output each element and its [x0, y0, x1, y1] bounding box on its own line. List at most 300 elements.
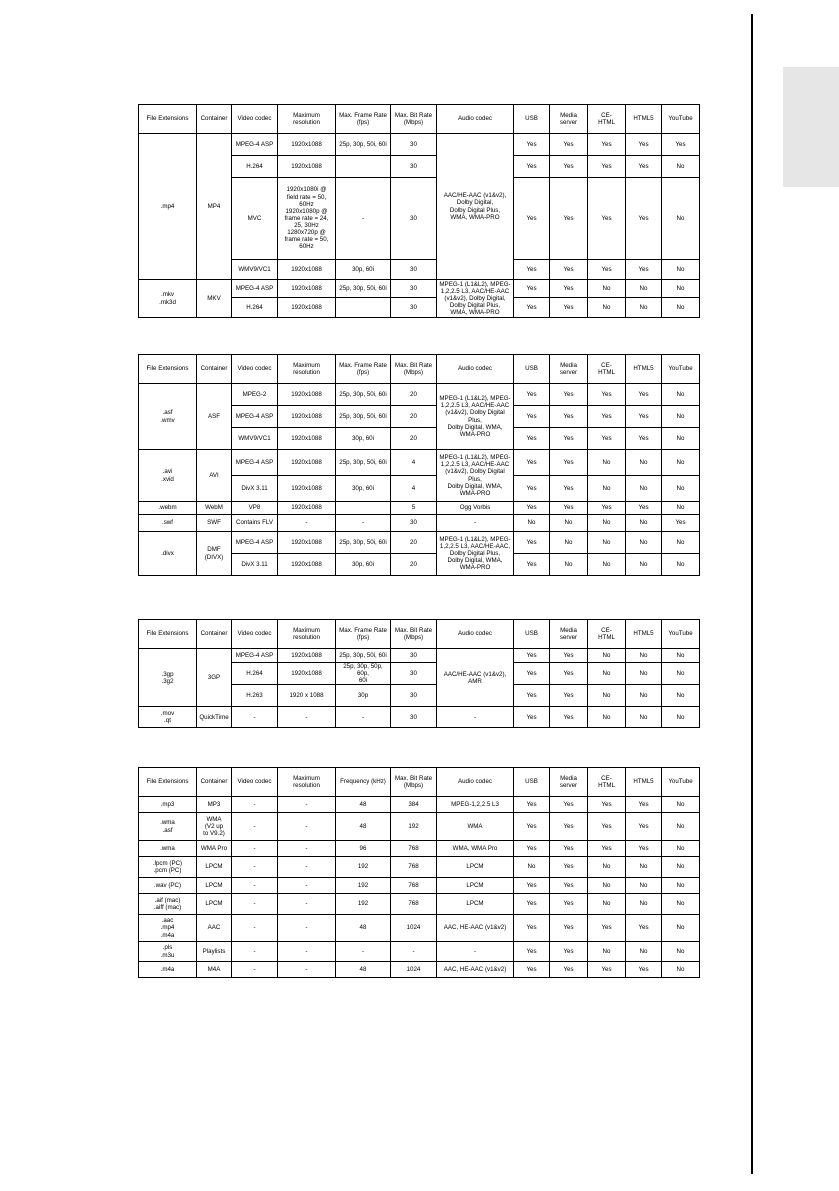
html5-cell: No	[626, 515, 662, 532]
youtube-cell: No	[662, 476, 700, 502]
audio-codec-cell: MPEG-1 (L1&L2), MPEG- 1,2,2.5 L3, AAC/HE-AAC (v1&v2), Dolby Digital, Dolby Digital Plus, WMA, WMA-PRO	[437, 280, 514, 318]
container-cell: MKV	[197, 280, 232, 318]
bitrate-cell: 768	[391, 841, 437, 857]
media-server-cell: Yes	[550, 915, 588, 942]
resolution-cell: 1920x1088	[278, 554, 336, 576]
usb-cell: Yes	[514, 813, 550, 841]
frequency-cell: -	[336, 942, 391, 962]
header-cell: Maximum resolution	[278, 620, 336, 649]
youtube-cell: No	[662, 178, 700, 260]
ce-html-cell: No	[588, 298, 626, 318]
header-cell: Audio codec	[437, 768, 514, 797]
header-cell: Max. Frame Rate (fps)	[336, 105, 391, 134]
youtube-cell: Yes	[662, 515, 700, 532]
codec-cell: MPEG-4 ASP	[232, 649, 278, 663]
codec-cell: MPEG-4 ASP	[232, 134, 278, 156]
page-side-rule	[751, 14, 753, 1174]
table-row	[139, 962, 700, 978]
resolution-cell: -	[278, 707, 336, 728]
audio-codec-cell: WMA, WMA Pro	[437, 841, 514, 857]
codec-cell: MPEG-4 ASP	[232, 280, 278, 298]
media-server-cell: Yes	[550, 502, 588, 515]
usb-cell: Yes	[514, 156, 550, 178]
table-header-row	[139, 355, 700, 384]
ce-html-cell: No	[588, 685, 626, 707]
codec-cell: H.264	[232, 298, 278, 318]
youtube-cell: No	[662, 685, 700, 707]
fps-cell: 25p, 30p, 50i, 60i	[336, 649, 391, 663]
resolution-cell: 1920x1088	[278, 260, 336, 280]
youtube-cell: No	[662, 384, 700, 406]
html5-cell: No	[626, 450, 662, 476]
fps-cell: 25p, 30p, 50i, 60i	[336, 280, 391, 298]
container-cell: AAC	[197, 915, 232, 942]
youtube-cell: No	[662, 962, 700, 978]
extension-cell: .mov .qt	[139, 707, 197, 728]
table-row	[139, 813, 700, 841]
resolution-cell: 1920x1088	[278, 156, 336, 178]
bitrate-cell: 768	[391, 878, 437, 894]
header-cell: File Extensions	[139, 355, 197, 384]
bitrate-cell: 30	[391, 515, 437, 532]
codec-cell: WMV9/VC1	[232, 260, 278, 280]
table-row	[139, 894, 700, 915]
html5-cell: No	[626, 685, 662, 707]
html5-cell: No	[626, 663, 662, 685]
header-cell: Max. Frame Rate (fps)	[336, 620, 391, 649]
header-cell: Max. Frame Rate (fps)	[336, 355, 391, 384]
header-cell: Media server	[550, 105, 588, 134]
bitrate-cell: 30	[391, 298, 437, 318]
media-server-cell: Yes	[550, 476, 588, 502]
codec-cell: -	[232, 942, 278, 962]
fps-cell: 30p, 60i	[336, 554, 391, 576]
header-cell: YouTube	[662, 105, 700, 134]
table-row	[139, 280, 700, 298]
youtube-cell: No	[662, 797, 700, 813]
audio-codec-cell: MPEG-1 (L1&L2), MPEG- 1,2,2.5 L3, AAC/HE-AAC (v1&v2), Dolby Digital Plus, Dolby Digital, WMA, WMA-PRO	[437, 384, 514, 450]
youtube-cell: No	[662, 663, 700, 685]
header-cell: Max. Bit Rate (Mbps)	[391, 768, 437, 797]
codec-cell: Contains FLV	[232, 515, 278, 532]
header-cell: Container	[197, 620, 232, 649]
container-cell: 3GP	[197, 649, 232, 707]
usb-cell: Yes	[514, 428, 550, 450]
youtube-cell: No	[662, 915, 700, 942]
fps-cell: 30p, 60i	[336, 260, 391, 280]
usb-cell: Yes	[514, 841, 550, 857]
header-cell: Media server	[550, 355, 588, 384]
usb-cell: Yes	[514, 476, 550, 502]
media-server-cell: Yes	[550, 298, 588, 318]
header-cell: CE- HTML	[588, 768, 626, 797]
frequency-cell: 192	[336, 857, 391, 878]
fps-cell	[336, 298, 391, 318]
media-server-cell: No	[550, 554, 588, 576]
header-cell: Container	[197, 355, 232, 384]
video-format-table-1	[138, 104, 700, 318]
usb-cell: Yes	[514, 685, 550, 707]
audio-codec-cell: AAC, HE-AAC (v1&v2)	[437, 962, 514, 978]
html5-cell: No	[626, 649, 662, 663]
bitrate-cell: 1024	[391, 915, 437, 942]
table-row	[139, 450, 700, 476]
fps-cell	[336, 502, 391, 515]
audio-codec-cell: AAC, HE-AAC (v1&v2)	[437, 915, 514, 942]
audio-codec-cell: -	[437, 707, 514, 728]
ce-html-cell: Yes	[588, 915, 626, 942]
ce-html-cell: No	[588, 280, 626, 298]
audio-codec-cell: WMA	[437, 813, 514, 841]
table-row	[139, 384, 700, 406]
frequency-cell: 48	[336, 813, 391, 841]
fps-cell: -	[336, 515, 391, 532]
audio-codec-cell: MPEG-1,2,2.5 L3	[437, 797, 514, 813]
media-server-cell: Yes	[550, 707, 588, 728]
html5-cell: Yes	[626, 428, 662, 450]
header-cell: Media server	[550, 768, 588, 797]
media-server-cell: Yes	[550, 685, 588, 707]
youtube-cell: No	[662, 813, 700, 841]
ce-html-cell: No	[588, 663, 626, 685]
usb-cell: Yes	[514, 707, 550, 728]
media-server-cell: Yes	[550, 178, 588, 260]
resolution-cell: -	[278, 894, 336, 915]
frequency-cell: 48	[336, 962, 391, 978]
usb-cell: Yes	[514, 450, 550, 476]
bitrate-cell: 30	[391, 685, 437, 707]
header-cell: YouTube	[662, 620, 700, 649]
fps-cell: 30p, 60i	[336, 428, 391, 450]
ce-html-cell: Yes	[588, 178, 626, 260]
header-cell: File Extensions	[139, 105, 197, 134]
media-server-cell: No	[550, 515, 588, 532]
extension-cell: .asf .wmv	[139, 384, 197, 450]
table-header-row	[139, 768, 700, 797]
fps-cell: 25p, 30p, 50i, 60i	[336, 384, 391, 406]
codec-cell: -	[232, 962, 278, 978]
table-row	[139, 134, 700, 156]
extension-cell: .m4a	[139, 962, 197, 978]
usb-cell: Yes	[514, 915, 550, 942]
html5-cell: Yes	[626, 406, 662, 428]
bitrate-cell: 20	[391, 406, 437, 428]
youtube-cell: No	[662, 878, 700, 894]
codec-cell: VP8	[232, 502, 278, 515]
html5-cell: Yes	[626, 156, 662, 178]
resolution-cell: 1920x1088	[278, 502, 336, 515]
header-cell: USB	[514, 105, 550, 134]
extension-cell: .wma .asf	[139, 813, 197, 841]
ce-html-cell: No	[588, 532, 626, 554]
container-cell: MP4	[197, 134, 232, 280]
media-server-cell: Yes	[550, 156, 588, 178]
audio-format-table	[138, 767, 700, 978]
codec-cell: MVC	[232, 178, 278, 260]
bitrate-cell: 20	[391, 428, 437, 450]
container-cell: AVI	[197, 450, 232, 502]
media-server-cell: Yes	[550, 134, 588, 156]
ce-html-cell: No	[588, 476, 626, 502]
audio-codec-cell: -	[437, 942, 514, 962]
youtube-cell: No	[662, 532, 700, 554]
ce-html-cell: Yes	[588, 962, 626, 978]
codec-cell: -	[232, 857, 278, 878]
ce-html-cell: Yes	[588, 841, 626, 857]
ce-html-cell: No	[588, 554, 626, 576]
html5-cell: Yes	[626, 384, 662, 406]
html5-cell: Yes	[626, 134, 662, 156]
youtube-cell: No	[662, 554, 700, 576]
header-cell: Audio codec	[437, 355, 514, 384]
codec-cell: -	[232, 915, 278, 942]
bitrate-cell: 30	[391, 707, 437, 728]
audio-codec-cell: -	[437, 515, 514, 532]
codec-cell: -	[232, 841, 278, 857]
resolution-cell: 1920x1088	[278, 649, 336, 663]
usb-cell: Yes	[514, 298, 550, 318]
ce-html-cell: Yes	[588, 406, 626, 428]
ce-html-cell: No	[588, 894, 626, 915]
codec-cell: MPEG-4 ASP	[232, 532, 278, 554]
youtube-cell: No	[662, 894, 700, 915]
html5-cell: Yes	[626, 797, 662, 813]
html5-cell: Yes	[626, 813, 662, 841]
media-server-cell: Yes	[550, 428, 588, 450]
html5-cell: Yes	[626, 260, 662, 280]
usb-cell: Yes	[514, 178, 550, 260]
table-row	[139, 942, 700, 962]
extension-cell: .avi .xvid	[139, 450, 197, 502]
resolution-cell: 1920x1088	[278, 476, 336, 502]
usb-cell: Yes	[514, 663, 550, 685]
header-cell: File Extensions	[139, 768, 197, 797]
ce-html-cell: No	[588, 878, 626, 894]
youtube-cell: No	[662, 428, 700, 450]
fps-cell: 25p, 30p, 50i, 60i	[336, 406, 391, 428]
resolution-cell: 1920x1088	[278, 384, 336, 406]
resolution-cell: 1920x1088	[278, 428, 336, 450]
bitrate-cell: 768	[391, 894, 437, 915]
extension-cell: .wma	[139, 841, 197, 857]
codec-cell: -	[232, 878, 278, 894]
usb-cell: Yes	[514, 797, 550, 813]
audio-codec-cell: LPCM	[437, 878, 514, 894]
ce-html-cell: No	[588, 649, 626, 663]
html5-cell: No	[626, 894, 662, 915]
header-cell: HTML5	[626, 355, 662, 384]
resolution-cell: 1920x1088	[278, 532, 336, 554]
extension-cell: .swf	[139, 515, 197, 532]
html5-cell: No	[626, 942, 662, 962]
table-row	[139, 857, 700, 878]
media-server-cell: Yes	[550, 857, 588, 878]
resolution-cell: 1920x1088	[278, 450, 336, 476]
fps-cell: 30p	[336, 685, 391, 707]
bitrate-cell: 192	[391, 813, 437, 841]
bitrate-cell: 1024	[391, 962, 437, 978]
fps-cell	[336, 156, 391, 178]
resolution-cell: -	[278, 962, 336, 978]
html5-cell: Yes	[626, 178, 662, 260]
html5-cell: Yes	[626, 502, 662, 515]
table-row	[139, 532, 700, 554]
header-cell: Max. Bit Rate (Mbps)	[391, 355, 437, 384]
usb-cell: Yes	[514, 384, 550, 406]
header-cell: Video codec	[232, 768, 278, 797]
header-cell: Maximum resolution	[278, 768, 336, 797]
html5-cell: No	[626, 857, 662, 878]
frequency-cell: 48	[336, 797, 391, 813]
codec-cell: H.264	[232, 663, 278, 685]
media-server-cell: Yes	[550, 384, 588, 406]
header-cell: YouTube	[662, 355, 700, 384]
table-header-row	[139, 105, 700, 134]
youtube-cell: No	[662, 841, 700, 857]
bitrate-cell: 30	[391, 280, 437, 298]
header-cell: CE- HTML	[588, 355, 626, 384]
youtube-cell: No	[662, 406, 700, 428]
ce-html-cell: Yes	[588, 156, 626, 178]
extension-cell: .webm	[139, 502, 197, 515]
usb-cell: Yes	[514, 502, 550, 515]
bitrate-cell: 4	[391, 450, 437, 476]
usb-cell: Yes	[514, 554, 550, 576]
usb-cell: Yes	[514, 894, 550, 915]
table-row	[139, 649, 700, 663]
header-cell: Max. Bit Rate (Mbps)	[391, 105, 437, 134]
resolution-cell: 1920x1080i @ field rate = 50, 60Hz 1920x1080p @ frame rate = 24, 25, 30Hz 1280x720p @ frame rate = 50, 60Hz	[278, 178, 336, 260]
codec-cell: H.263	[232, 685, 278, 707]
bitrate-cell: 20	[391, 532, 437, 554]
chapter-side-tab	[783, 67, 839, 187]
ce-html-cell: No	[588, 515, 626, 532]
extension-cell: .wav (PC)	[139, 878, 197, 894]
header-cell: CE- HTML	[588, 105, 626, 134]
html5-cell: No	[626, 298, 662, 318]
codec-cell: MPEG-4 ASP	[232, 406, 278, 428]
frequency-cell: 192	[336, 878, 391, 894]
container-cell: LPCM	[197, 857, 232, 878]
header-cell: USB	[514, 355, 550, 384]
ce-html-cell: Yes	[588, 260, 626, 280]
container-cell: SWF	[197, 515, 232, 532]
usb-cell: Yes	[514, 280, 550, 298]
resolution-cell: 1920x1088	[278, 280, 336, 298]
audio-codec-cell: AAC/HE-AAC (v1&v2), Dolby Digital, Dolby Digital Plus, WMA, WMA-PRO	[437, 134, 514, 280]
bitrate-cell: 20	[391, 384, 437, 406]
table-row	[139, 841, 700, 857]
fps-cell: 25p, 30p, 50i, 60i	[336, 532, 391, 554]
container-cell: WebM	[197, 502, 232, 515]
ce-html-cell: Yes	[588, 134, 626, 156]
ce-html-cell: No	[588, 942, 626, 962]
header-cell: CE- HTML	[588, 620, 626, 649]
resolution-cell: -	[278, 515, 336, 532]
bitrate-cell: 30	[391, 649, 437, 663]
usb-cell: No	[514, 515, 550, 532]
bitrate-cell: 4	[391, 476, 437, 502]
resolution-cell: -	[278, 942, 336, 962]
youtube-cell: No	[662, 857, 700, 878]
youtube-cell: No	[662, 942, 700, 962]
resolution-cell: -	[278, 797, 336, 813]
media-server-cell: Yes	[550, 942, 588, 962]
youtube-cell: No	[662, 707, 700, 728]
codec-cell: H.264	[232, 156, 278, 178]
media-server-cell: Yes	[550, 406, 588, 428]
usb-cell: Yes	[514, 406, 550, 428]
header-cell: HTML5	[626, 620, 662, 649]
audio-codec-cell: MPEG-1 (L1&L2), MPEG- 1,2,2.5 L3, AAC/HE-AAC, Dolby Digital Plus, Dolby Digital, WMA, WMA-PRO	[437, 532, 514, 576]
media-server-cell: Yes	[550, 878, 588, 894]
codec-cell: DivX 3.11	[232, 476, 278, 502]
container-cell: QuickTime	[197, 707, 232, 728]
ce-html-cell: No	[588, 857, 626, 878]
frequency-cell: 48	[336, 915, 391, 942]
audio-codec-cell: Ogg Vorbis	[437, 502, 514, 515]
usb-cell: Yes	[514, 878, 550, 894]
codec-cell: -	[232, 813, 278, 841]
table-row	[139, 878, 700, 894]
resolution-cell: 1920 x 1088	[278, 685, 336, 707]
ce-html-cell: Yes	[588, 428, 626, 450]
codec-cell: -	[232, 797, 278, 813]
header-cell: Container	[197, 768, 232, 797]
header-cell: Audio codec	[437, 620, 514, 649]
resolution-cell: -	[278, 857, 336, 878]
header-cell: Media server	[550, 620, 588, 649]
extension-cell: .aac .mp4 .m4a	[139, 915, 197, 942]
fps-cell: 25p, 30p, 50p, 60p, 60i	[336, 663, 391, 685]
bitrate-cell: 384	[391, 797, 437, 813]
media-server-cell: Yes	[550, 813, 588, 841]
fps-cell: 30p, 60i	[336, 476, 391, 502]
table-row	[139, 502, 700, 515]
codec-cell: MPEG-4 ASP	[232, 450, 278, 476]
ce-html-cell: Yes	[588, 384, 626, 406]
video-format-table-2	[138, 354, 700, 576]
table-row	[139, 915, 700, 942]
bitrate-cell: 30	[391, 178, 437, 260]
media-server-cell: Yes	[550, 894, 588, 915]
media-server-cell: Yes	[550, 797, 588, 813]
media-server-cell: No	[550, 532, 588, 554]
media-server-cell: Yes	[550, 962, 588, 978]
youtube-cell: No	[662, 280, 700, 298]
youtube-cell: Yes	[662, 134, 700, 156]
fps-cell: -	[336, 178, 391, 260]
ce-html-cell: No	[588, 450, 626, 476]
usb-cell: Yes	[514, 649, 550, 663]
extension-cell: .aif (mac) .aiff (mac)	[139, 894, 197, 915]
header-cell: YouTube	[662, 768, 700, 797]
html5-cell: No	[626, 554, 662, 576]
codec-cell: -	[232, 707, 278, 728]
header-cell: File Extensions	[139, 620, 197, 649]
fps-cell: -	[336, 707, 391, 728]
header-cell: Frequency (kHz)	[336, 768, 391, 797]
header-cell: Video codec	[232, 620, 278, 649]
table-row	[139, 797, 700, 813]
html5-cell: No	[626, 476, 662, 502]
codec-cell: MPEG-2	[232, 384, 278, 406]
resolution-cell: 1920x1088	[278, 134, 336, 156]
usb-cell: Yes	[514, 532, 550, 554]
container-cell: ASF	[197, 384, 232, 450]
youtube-cell: No	[662, 502, 700, 515]
extension-cell: .pls .m3u	[139, 942, 197, 962]
